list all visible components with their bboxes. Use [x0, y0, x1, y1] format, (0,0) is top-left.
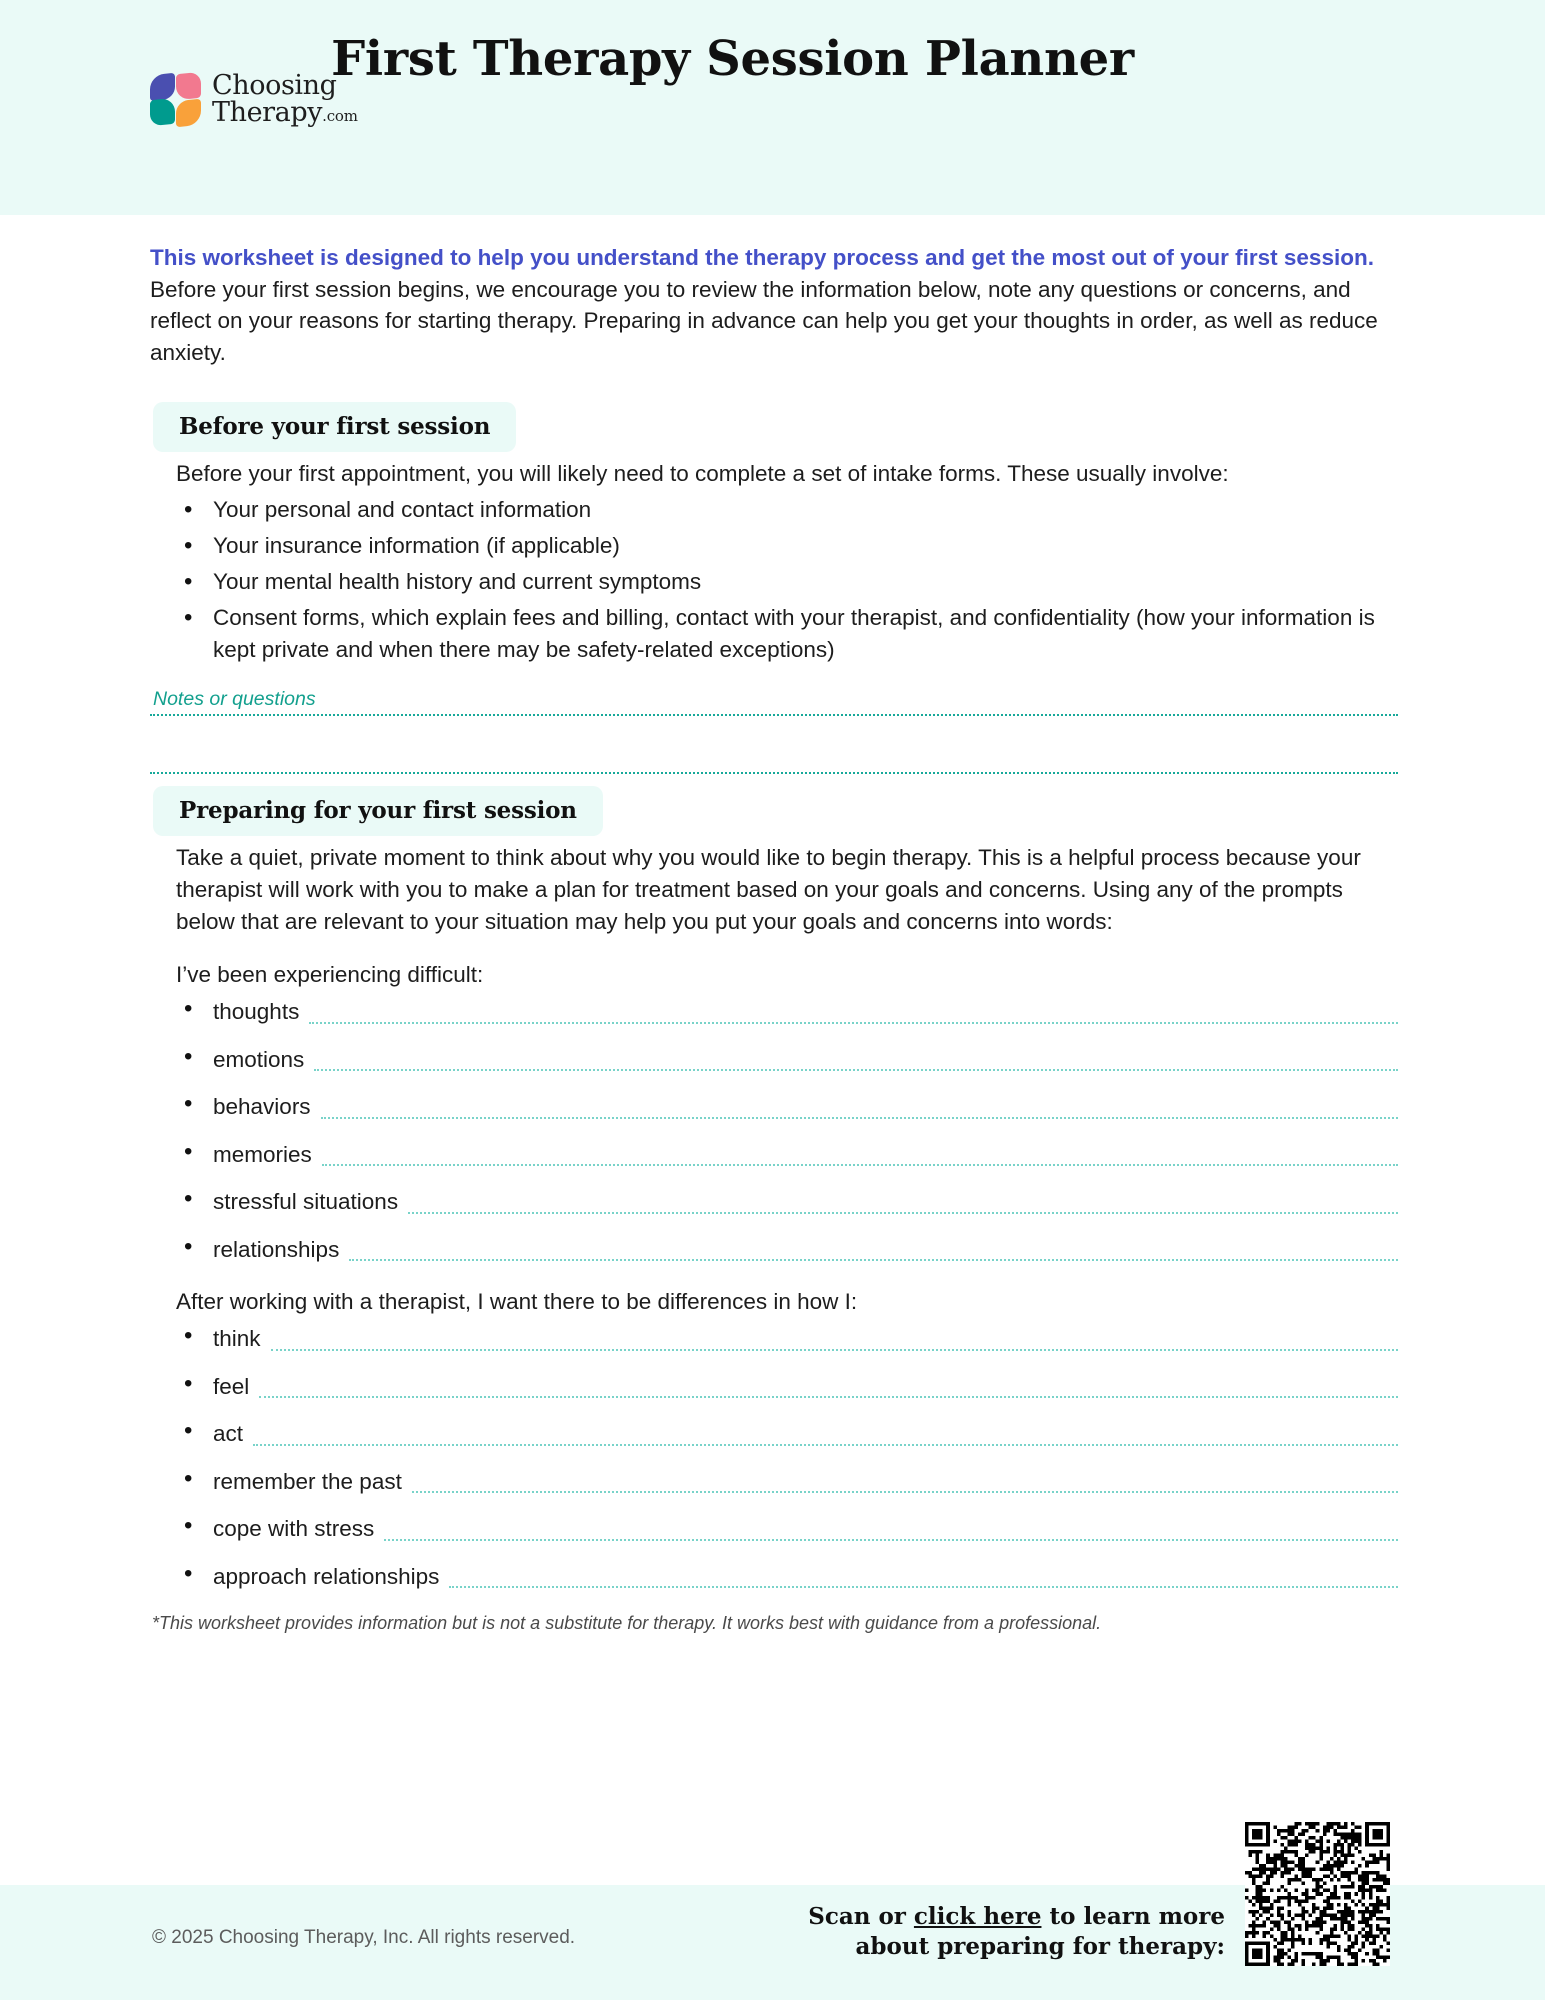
page-title: First Therapy Session Planner	[331, 31, 1134, 87]
section-before-first-session	[150, 390, 1398, 774]
write-in-line[interactable]	[314, 1066, 1398, 1071]
prompt-label: • relationships	[213, 1236, 340, 1262]
prompt-label: • stressful situations	[213, 1189, 399, 1215]
list-item	[176, 1328, 1398, 1351]
qr-code[interactable]	[1245, 1822, 1390, 1966]
scan-prefix-text: Scan or	[808, 1903, 914, 1930]
intake-forms-list	[150, 494, 1398, 666]
list-item	[176, 1141, 1398, 1167]
list-item: • Your personal and contact information	[176, 494, 1398, 526]
write-in-line[interactable]	[408, 1209, 1398, 1214]
scan-middle-text: to learn more	[1041, 1903, 1225, 1930]
write-in-line[interactable]	[349, 1256, 1398, 1261]
header-band	[0, 0, 1545, 215]
prompt-group-1-lead: I’ve been experiencing difficult:	[176, 962, 484, 988]
pinwheel-blade-orange-icon	[176, 99, 201, 128]
prompt-group-2-list	[150, 1328, 1398, 1588]
write-in-line[interactable]	[322, 1161, 1398, 1166]
list-item	[176, 1518, 1398, 1541]
list-item	[176, 1236, 1398, 1262]
prompt-label: • remember the past	[213, 1468, 402, 1494]
write-in-line[interactable]	[384, 1536, 1398, 1541]
section-body-preparing-for-first-session: Take a quiet, private moment to think about why you would like to begin therapy. This is a helpful process because your therapist will work with you to make a plan for treatment based on your goals and concerns. Using any of the prompts below that are relevant to your situation may help you put your goals and concerns into words:	[176, 844, 1361, 934]
intro-rest-text: Before your first session begins, we encourage you to review the information below, note any questions or concerns, and reflect on your reasons for starting therapy. Preparing in advance can help you get your thoughts in order, as well as reduce anxiety.	[150, 276, 1378, 365]
list-item: • Your mental health history and current symptoms	[176, 566, 1398, 598]
click-here-link[interactable]: click here	[913, 1903, 1042, 1930]
scan-line-2-text: about preparing for therapy:	[855, 1933, 1225, 1961]
list-item	[176, 1191, 1398, 1214]
write-in-line[interactable]	[309, 1019, 1398, 1024]
prompt-label: • think	[213, 1326, 261, 1352]
list-item	[176, 1046, 1398, 1072]
worksheet-content	[150, 242, 1398, 1634]
write-in-line[interactable]	[271, 1346, 1398, 1351]
section-preparing-for-first-session	[150, 774, 1398, 1589]
list-item	[176, 1001, 1398, 1024]
notes-write-in-line-1[interactable]	[150, 714, 1398, 716]
pinwheel-blade-teal-icon	[150, 98, 175, 127]
write-in-line[interactable]	[253, 1441, 1398, 1446]
intro-paragraph	[150, 242, 1398, 368]
prompt-group-1-list	[150, 1001, 1398, 1261]
section-body-before-first-session: Before your first appointment, you will likely need to complete a set of intake forms. These usually involve:	[176, 461, 1229, 486]
list-item	[176, 1423, 1398, 1446]
disclaimer-text: *This worksheet provides information but is not a substitute for therapy. It works best with guidance from a professional.	[152, 1613, 1102, 1634]
prompt-label: • emotions	[213, 1046, 305, 1072]
list-item	[176, 1096, 1398, 1119]
list-item: • Consent forms, which explain fees and billing, contact with your therapist, and confidentiality (how your information is kept private and when there may be safety-related exceptions)	[176, 602, 1398, 666]
section-heading-preparing-for-first-session: Preparing for your first session	[153, 786, 603, 836]
list-item	[176, 1563, 1398, 1589]
list-item	[176, 1468, 1398, 1494]
prompt-group-2-lead: After working with a therapist, I want there to be differences in how I:	[176, 1289, 858, 1315]
prompt-label: • behaviors	[213, 1094, 311, 1120]
write-in-line[interactable]	[449, 1583, 1398, 1588]
prompt-label: • thoughts	[213, 999, 300, 1025]
brand-line-2-text: Therapy	[212, 97, 323, 128]
list-item	[176, 1373, 1398, 1399]
brand-line-1: Choosing	[212, 70, 337, 101]
prompt-label: • memories	[213, 1141, 312, 1167]
notes-or-questions-label: Notes or questions	[153, 687, 316, 710]
prompt-label: • cope with stress	[213, 1516, 375, 1542]
prompt-label: • act	[213, 1421, 244, 1447]
list-item: • Your insurance information (if applicable)	[176, 530, 1398, 562]
prompt-label: • feel	[213, 1373, 250, 1399]
copyright-text: © 2025 Choosing Therapy, Inc. All rights reserved.	[152, 1927, 576, 1948]
qr-code-canvas	[1245, 1822, 1390, 1966]
write-in-line[interactable]	[321, 1114, 1398, 1119]
section-heading-before-first-session: Before your first session	[153, 402, 516, 452]
brand-line-2	[212, 99, 358, 126]
write-in-line[interactable]	[259, 1393, 1398, 1398]
brand-dotcom: .com	[322, 107, 358, 125]
write-in-line[interactable]	[412, 1488, 1398, 1493]
intro-bold-text: This worksheet is designed to help you understand the therapy process and get the most out of your first session.	[150, 245, 1374, 270]
prompt-label: • approach relationships	[213, 1563, 440, 1589]
scan-callout	[760, 1902, 1225, 1963]
